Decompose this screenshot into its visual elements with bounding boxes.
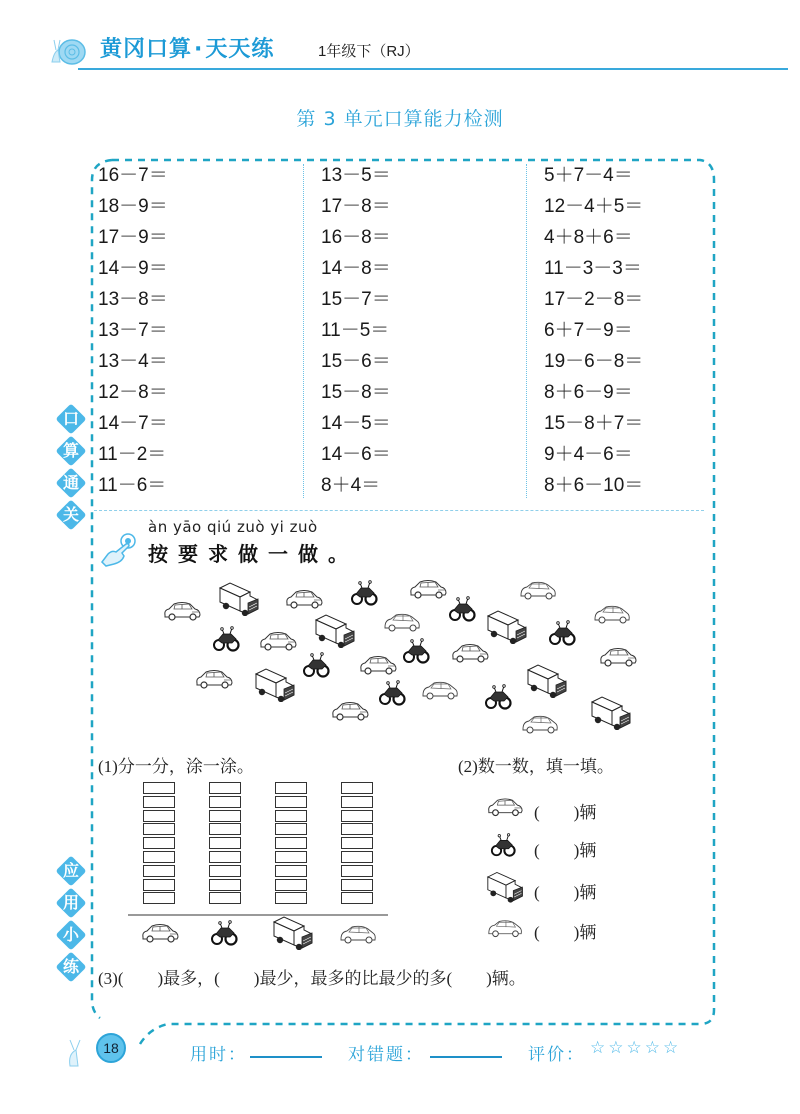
calc-problem[interactable]: 5＋7－4＝ bbox=[544, 165, 633, 186]
bar-cell[interactable] bbox=[341, 865, 373, 877]
bar-cell[interactable] bbox=[341, 892, 373, 904]
bar-cell[interactable] bbox=[341, 851, 373, 863]
bar-cell[interactable] bbox=[341, 782, 373, 794]
count-blank[interactable]: ( )辆 bbox=[534, 803, 597, 822]
bar-cell[interactable] bbox=[209, 892, 241, 904]
bar-cell[interactable] bbox=[341, 823, 373, 835]
bar-cell[interactable] bbox=[209, 782, 241, 794]
badge-char: 口 bbox=[56, 404, 86, 434]
bar-cell[interactable] bbox=[275, 796, 307, 808]
bar-cell[interactable] bbox=[341, 837, 373, 849]
hatchback-icon bbox=[382, 612, 422, 634]
bar-cell[interactable] bbox=[209, 837, 241, 849]
errors-blank[interactable] bbox=[430, 1056, 502, 1058]
motorcycle-icon bbox=[490, 832, 516, 858]
calc-problem[interactable]: 19－6－8＝ bbox=[544, 351, 644, 372]
sedan-icon bbox=[598, 646, 638, 668]
calc-problem[interactable]: 8＋4＝ bbox=[321, 475, 381, 496]
truck-icon bbox=[272, 916, 316, 950]
bar-cell[interactable] bbox=[209, 865, 241, 877]
bar-cell[interactable] bbox=[143, 810, 175, 822]
snail-logo-icon bbox=[48, 32, 92, 66]
calc-problem[interactable]: 4＋8＋6＝ bbox=[544, 227, 633, 248]
motorcycle-icon bbox=[350, 580, 378, 606]
motorcycle-icon bbox=[378, 680, 406, 706]
sedan-icon bbox=[140, 922, 180, 944]
count-blank[interactable]: ( )辆 bbox=[534, 923, 597, 942]
motorcycle-icon bbox=[448, 596, 476, 622]
bar-cell[interactable] bbox=[143, 837, 175, 849]
calc-problem[interactable]: 11－5＝ bbox=[321, 320, 390, 341]
calc-problem[interactable]: 11－6＝ bbox=[98, 475, 167, 496]
bar-cell[interactable] bbox=[143, 865, 175, 877]
brand-title bbox=[100, 32, 274, 63]
question-1-label: (1)分一分，涂一涂。 bbox=[98, 757, 254, 776]
badge-char: 关 bbox=[56, 500, 86, 530]
badge-applied-practice bbox=[56, 856, 92, 984]
calc-problem[interactable]: 14－9＝ bbox=[98, 258, 168, 279]
calc-problem[interactable]: 13－7＝ bbox=[98, 320, 168, 341]
bar-cell[interactable] bbox=[143, 892, 175, 904]
question-3[interactable]: (3)( )最多，( )最少，最多的比最少的多( )辆。 bbox=[98, 969, 526, 988]
sedan-icon bbox=[450, 642, 490, 664]
calc-problem[interactable]: 16－8＝ bbox=[321, 227, 391, 248]
calc-problem[interactable]: 8＋6－9＝ bbox=[544, 382, 633, 403]
hatchback-icon bbox=[520, 714, 560, 736]
calc-problem[interactable]: 17－9＝ bbox=[98, 227, 168, 248]
bar-cell[interactable] bbox=[209, 823, 241, 835]
truck-icon bbox=[254, 668, 298, 702]
sedan-icon bbox=[330, 700, 370, 722]
calc-problem[interactable]: 11－3－3＝ bbox=[544, 258, 642, 279]
bar-cell[interactable] bbox=[341, 879, 373, 891]
page-title: 第 3 单元口算能力检测 bbox=[296, 108, 504, 130]
bar-column-truck bbox=[275, 782, 307, 906]
sedan-icon bbox=[408, 578, 448, 600]
section-divider bbox=[94, 510, 704, 511]
bar-cell[interactable] bbox=[275, 892, 307, 904]
truck-icon bbox=[486, 870, 526, 904]
badge-oral-practice bbox=[56, 404, 92, 532]
calc-problem[interactable]: 18－9＝ bbox=[98, 196, 168, 217]
bar-cell[interactable] bbox=[143, 879, 175, 891]
motorcycle-icon bbox=[484, 684, 512, 710]
calc-problem[interactable]: 15－7＝ bbox=[321, 289, 391, 310]
page-header bbox=[48, 28, 788, 72]
motorcycle-icon bbox=[212, 626, 240, 652]
calc-problem[interactable]: 9＋4－6＝ bbox=[544, 444, 633, 465]
sedan-icon bbox=[258, 630, 298, 652]
time-blank[interactable] bbox=[250, 1056, 322, 1058]
calc-problem[interactable]: 15－8＋7＝ bbox=[544, 413, 644, 434]
badge-char: 算 bbox=[56, 436, 86, 466]
calc-problem[interactable]: 17－2－8＝ bbox=[544, 289, 644, 310]
page-number: 18 bbox=[96, 1033, 126, 1063]
calc-problem[interactable]: 13－5＝ bbox=[321, 165, 391, 186]
sedan-icon bbox=[486, 796, 524, 818]
calc-problem[interactable]: 15－8＝ bbox=[321, 382, 391, 403]
truck-icon bbox=[526, 664, 570, 698]
rating-label: 评价： bbox=[528, 1045, 585, 1065]
sedan-icon bbox=[358, 654, 398, 676]
truck-icon bbox=[218, 582, 262, 616]
sedan-icon bbox=[194, 668, 234, 690]
bar-cell[interactable] bbox=[143, 823, 175, 835]
column-separator bbox=[526, 164, 527, 498]
bar-cell[interactable] bbox=[143, 782, 175, 794]
calc-problem[interactable]: 6＋7－9＝ bbox=[544, 320, 633, 341]
bar-cell[interactable] bbox=[275, 837, 307, 849]
header-rule bbox=[78, 68, 788, 70]
brand-sub: 天天练 bbox=[205, 37, 275, 62]
calc-problem[interactable]: 17－8＝ bbox=[321, 196, 391, 217]
brand-separator: · bbox=[194, 37, 204, 62]
badge-char: 小 bbox=[56, 920, 86, 950]
bar-cell[interactable] bbox=[341, 796, 373, 808]
motorcycle-icon bbox=[402, 638, 430, 664]
bar-column-motorcycle bbox=[209, 782, 241, 906]
hatchback-icon bbox=[592, 604, 632, 626]
calc-problem[interactable]: 12－4＋5＝ bbox=[544, 196, 644, 217]
bar-cell[interactable] bbox=[209, 796, 241, 808]
motorcycle-icon bbox=[210, 920, 238, 946]
badge-char: 用 bbox=[56, 888, 86, 918]
hatchback-icon bbox=[518, 580, 558, 602]
bar-cell[interactable] bbox=[341, 810, 373, 822]
motorcycle-icon bbox=[302, 652, 330, 678]
bar-cell[interactable] bbox=[275, 865, 307, 877]
errors-label: 对错题： bbox=[348, 1045, 424, 1065]
calc-problem[interactable]: 14－6＝ bbox=[321, 444, 391, 465]
bar-cell[interactable] bbox=[209, 879, 241, 891]
instruction-text: 按要求做一做。 bbox=[148, 542, 358, 566]
hatchback-icon bbox=[338, 924, 378, 946]
badge-char: 应 bbox=[56, 856, 86, 886]
calc-problem[interactable]: 11－2＝ bbox=[98, 444, 167, 465]
calc-column-1 bbox=[98, 162, 168, 503]
bar-cell[interactable] bbox=[209, 810, 241, 822]
hatchback-icon bbox=[420, 680, 460, 702]
bar-cell[interactable] bbox=[209, 851, 241, 863]
bar-cell[interactable] bbox=[275, 879, 307, 891]
calc-problem[interactable]: 12－8＝ bbox=[98, 382, 168, 403]
calc-problem[interactable]: 16－7＝ bbox=[98, 165, 168, 186]
motorcycle-icon bbox=[548, 620, 576, 646]
grade-label: 1年级下（RJ） bbox=[318, 43, 420, 60]
time-label: 用时： bbox=[190, 1045, 247, 1065]
question-2-label: (2)数一数，填一填。 bbox=[458, 757, 614, 776]
bar-cell[interactable] bbox=[275, 851, 307, 863]
bar-cell[interactable] bbox=[275, 782, 307, 794]
calc-problem[interactable]: 14－8＝ bbox=[321, 258, 391, 279]
truck-icon bbox=[486, 610, 530, 644]
instruction-pinyin: àn yāo qiú zuò yi zuò bbox=[148, 518, 318, 536]
bar-column-hatchback bbox=[341, 782, 373, 906]
bar-chart-baseline bbox=[128, 914, 388, 916]
column-separator bbox=[303, 164, 304, 498]
count-blank[interactable]: ( )辆 bbox=[534, 841, 597, 860]
hatchback-icon bbox=[486, 918, 524, 940]
badge-char: 通 bbox=[56, 468, 86, 498]
calc-problem[interactable]: 14－5＝ bbox=[321, 413, 391, 434]
brand-main: 黄冈口算 bbox=[100, 37, 193, 62]
bar-column-sedan bbox=[143, 782, 175, 906]
bar-cell[interactable] bbox=[143, 851, 175, 863]
count-blank[interactable]: ( )辆 bbox=[534, 883, 597, 902]
calc-problem[interactable]: 13－4＝ bbox=[98, 351, 168, 372]
badge-char: 练 bbox=[56, 952, 86, 982]
calc-column-2 bbox=[321, 162, 391, 503]
calc-problem[interactable]: 14－7＝ bbox=[98, 413, 168, 434]
calc-column-3 bbox=[544, 162, 643, 503]
sedan-icon bbox=[162, 600, 202, 622]
truck-icon bbox=[590, 696, 634, 730]
bar-cell[interactable] bbox=[275, 810, 307, 822]
rating-stars[interactable]: ☆☆☆☆☆ bbox=[590, 1038, 682, 1058]
bar-cell[interactable] bbox=[275, 823, 307, 835]
sedan-icon bbox=[284, 588, 324, 610]
calc-problem[interactable]: 13－8＝ bbox=[98, 289, 168, 310]
bar-cell[interactable] bbox=[143, 796, 175, 808]
truck-icon bbox=[314, 614, 358, 648]
calc-problem[interactable]: 15－6＝ bbox=[321, 351, 391, 372]
calc-problem[interactable]: 8＋6－10＝ bbox=[544, 475, 644, 496]
pointing-hand-icon bbox=[98, 532, 138, 568]
